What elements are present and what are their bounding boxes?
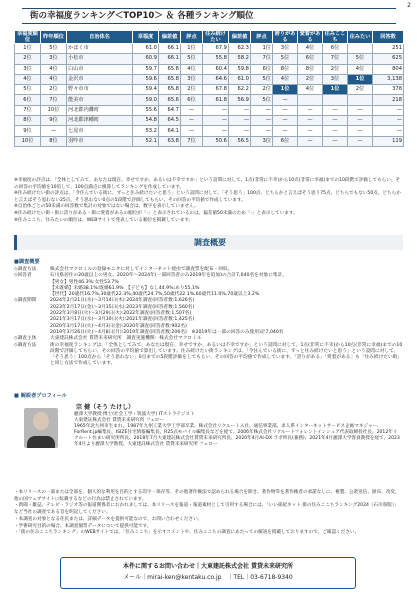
table-cell: 3位 — [273, 44, 298, 54]
profile-line: 1965年北九州市生まれ。1987年九州工業大学工学部卒業、株式会社リクルート入社。通信事業部、求人系インターネットサービス企画マネジャー、ForRent.jp編集長、ISIZE住宅情報編集長、R25式モバイル編集長などを経て、2006年株式会社リクルートフォレントインシュア代表取締役社長。2012年リクルート住まい研究所所長、2018年7月大東建託株式会社賃貸未来研究所長、2020年4月AI-DX ラボ所長(兼務)、2021年4月麗澤大学客員教授を経て、2023年4月より麗澤大学教授、大東建託株式会社 賃貸未来研究所 フェロー — [74, 424, 400, 448]
table-header-cell: 住みここち — [323, 31, 348, 44]
survey-key: ◇調査方法 — [14, 267, 37, 272]
table-cell: 4位 — [298, 85, 323, 95]
table-cell: 3,138 — [373, 74, 404, 84]
table-cell: — — [251, 116, 273, 126]
table-header-cell: 住み続けたい — [203, 31, 229, 44]
table-cell: 4位 — [273, 74, 298, 84]
table-cell — [323, 95, 348, 105]
survey-value: 2021年3月17日(水)～3月30日(火):2021年調査(回答者数:1,425名) — [50, 317, 195, 323]
table-cell: 67.8 — [203, 85, 229, 95]
table-cell: 5位 — [181, 54, 203, 64]
table-cell: — — [298, 126, 323, 136]
table-cell: 1位 — [348, 74, 373, 84]
table-cell: 羽咋市 — [67, 136, 133, 146]
table-cell: 3位 — [323, 74, 348, 84]
table-header-cell: 偏差値 — [159, 31, 181, 44]
table-cell: 4位 — [41, 74, 67, 84]
table-cell: 5位 — [15, 85, 41, 95]
profile-name: 宗 健（そう たけし） — [76, 404, 135, 411]
table-cell: 59.4 — [133, 85, 159, 95]
survey-key: ◇調査主体 — [14, 336, 37, 342]
table-cell: 61.0 — [133, 44, 159, 54]
survey-value: 2019年3月26日(火)～4月8日(月):2019年調査(回答者数:206名) ※2019年は一部の回答のみ使用)計7,040名 — [50, 329, 284, 335]
table-cell: 251 — [373, 44, 404, 54]
table-cell: 64.5 — [159, 116, 181, 126]
table-cell: 5位 — [273, 54, 298, 64]
table-cell: 3位 — [15, 64, 41, 74]
table-cell: 6位 — [181, 95, 203, 105]
table-cell: 58.2 — [229, 54, 251, 64]
table-cell: 7位 — [251, 54, 273, 64]
survey-key: ◇調査期間 — [14, 298, 37, 304]
table-cell: 1位 — [15, 44, 41, 54]
table-cell: — — [348, 105, 373, 115]
table-row — [15, 105, 404, 115]
table-cell: 54.8 — [133, 116, 159, 126]
table-header-cell: 住みたい — [348, 31, 373, 44]
table-cell: — — [348, 126, 373, 136]
table-cell: — — [203, 126, 229, 136]
table-header-cell: 回答数 — [373, 31, 404, 44]
table-cell — [348, 95, 373, 105]
table-cell: — — [373, 126, 404, 136]
table-cell: 119 — [373, 136, 404, 146]
note-item: ※自治体ごとの50未満の回答数で集計の対象ではない場合は、数字を表示していません。 — [14, 204, 199, 210]
table-cell: 804 — [373, 64, 404, 74]
table-cell: 61.0 — [229, 74, 251, 84]
table-cell: — — [373, 105, 404, 115]
survey-subtitle: ■調査概要 — [14, 259, 40, 265]
table-cell: 59.7 — [133, 64, 159, 74]
table-header-cell: 偏差値 — [229, 31, 251, 44]
table-header-cell: 幸福度 — [133, 31, 159, 44]
survey-value: 2022年3月8日(火)～3月29日(火):2022年調査(回答者数:1,507名) — [50, 311, 192, 317]
table-cell: 5位 — [251, 95, 273, 105]
table-cell: 52.1 — [133, 136, 159, 146]
table-cell: 2位 — [41, 85, 67, 95]
table-cell: 2位 — [298, 74, 323, 84]
table-cell: 2位 — [15, 54, 41, 64]
table-cell: 9位 — [41, 116, 67, 126]
table-cell: 65.6 — [159, 95, 181, 105]
section-title: 調査概要 — [14, 235, 403, 250]
table-cell: 60.4 — [203, 64, 229, 74]
table-cell: — — [203, 105, 229, 115]
note-item: ※幸福度の評点は、「全体としてみて、あなたは現在、幸せですか、あるいは不幸ですか」という設問に対して、1点(非常に不幸)から10点(非常に幸福)までの10段階で評価してもらい、その回答の平均値を10倍して、100点満点に換算してランキングを作成しています。 — [14, 178, 401, 190]
profile-info — [74, 412, 400, 449]
table-cell: — — [323, 126, 348, 136]
survey-key: ◇回答者 — [14, 273, 32, 279]
bottom-note: ・新聞・雑誌、テレビ・ラジオ等の報道関係者におかれましては、本リリースを報道・報道素材として引用する場合には、「いい部屋ネット 街の住みここちランキング2024（石川県版）」など当社の調査である旨を明記してください。 — [14, 503, 399, 516]
table-cell: 1位 — [251, 44, 273, 54]
table-cell: — — [273, 126, 298, 136]
table-cell: 6位 — [323, 44, 348, 54]
table-row — [15, 136, 404, 146]
table-cell: 63.8 — [159, 136, 181, 146]
table-cell: 6位 — [298, 54, 323, 64]
table-cell: 65.8 — [159, 64, 181, 74]
table-cell: 6位 — [273, 136, 298, 146]
table-row — [15, 54, 404, 64]
table-cell: 8位 — [41, 136, 67, 146]
table-cell: 野々市市 — [67, 85, 133, 95]
table-cell: 55.6 — [133, 105, 159, 115]
table-cell: — — [323, 105, 348, 115]
survey-value: 2023年2月17日(金)～3月15日(水):2023年調査(回答者数:1,560名) — [50, 304, 195, 310]
survey-value: 大東建託株式会社 賃貸未来研究所 調査実施機関：株式会社マクロミル — [50, 336, 202, 342]
profile-title: ■ 解説者プロフィール — [14, 393, 67, 399]
profile-section — [14, 392, 403, 482]
table-cell: 7位 — [323, 54, 348, 64]
table-row — [15, 126, 404, 136]
table-cell: 64.1 — [159, 126, 181, 136]
note-item: ※住みここち、住みたいの順位は、WEBサイトで発表している順位を掲載しています。 — [14, 217, 194, 223]
table-row — [15, 44, 404, 54]
table-cell: 4位 — [41, 64, 67, 74]
table-cell: 河北郡津幡町 — [67, 116, 133, 126]
table-row — [15, 116, 404, 126]
table-row — [15, 95, 404, 105]
survey-overview — [14, 258, 403, 386]
survey-value: 2020年3月17日(火)～4月3日(金):2020年調査(回答者数:902名) — [50, 323, 187, 329]
table-cell: 50.6 — [203, 136, 229, 146]
table-cell: — — [273, 116, 298, 126]
table-cell: 64.6 — [203, 74, 229, 84]
bottom-note: ・学術研究目的の場合、本調査個票データについて提供可能です。 — [14, 523, 152, 529]
table-cell: 2位 — [348, 85, 373, 95]
table-cell: 60.9 — [133, 54, 159, 64]
copyright-notes — [14, 490, 403, 537]
table-cell: 金沢市 — [67, 74, 133, 84]
table-header-cell: 幸福度順位 — [15, 31, 41, 44]
table-cell: — — [273, 105, 298, 115]
bottom-note: ・本リリースの一部または全部を、個人的な利用を目的とする印字・保存等、その他著作権法で認められる場合を除き、著作物等を著作権者の承諾なしに、複製、公衆送信、頒布、改変、他の国ウェブサイトに転載するなどの行為は禁止されています。 — [14, 490, 400, 502]
table-cell: 6位 — [15, 95, 41, 105]
table-cell: 七尾市 — [67, 126, 133, 136]
table-row — [15, 64, 404, 74]
survey-value: 街の幸福度ランキングは、「全体としてみて、あなたは現在、幸せですか、あるいは不幸ですか」という設問に対して、1点(非常に不幸)から10点(非常に幸福)までの10段階で評価してもらい、その回答の平均値で算出しています。住み続けたい街ランキングは、「今住んでいる街に、ずっと住み続けたいと思う」という設問に対して、「そう思う」100点から「そう思わない」0点までの5段階評価をしてもらい、その回答の平均値で作成しています。「誇りがある」「愛着がある」も「住み続けたい街」と同じ方法で作成しています。 — [50, 342, 403, 367]
table-cell: 62.2 — [229, 85, 251, 95]
table-cell: 河北郡内灘町 — [67, 105, 133, 115]
profile-line: 大東建託株式会社 賃貸未来研究所 フェロー — [74, 418, 164, 424]
ranking-notes — [14, 178, 404, 224]
table-cell: — — [273, 95, 298, 105]
table-cell: — — [323, 136, 348, 146]
table-cell: 66.1 — [159, 44, 181, 54]
table-cell: — — [229, 105, 251, 115]
table-cell: 1位 — [323, 85, 348, 95]
table-cell: 能美市 — [67, 95, 133, 105]
table-cell: 59.8 — [229, 64, 251, 74]
table-header-cell: 昨年順位 — [41, 31, 67, 44]
survey-key: ◇調査方法 — [14, 342, 37, 348]
table-cell: 7位 — [41, 95, 67, 105]
contact-box — [60, 557, 356, 589]
table-cell — [348, 44, 373, 54]
table-cell: 218 — [373, 95, 404, 105]
table-cell: 8位 — [15, 116, 41, 126]
table-cell: 2位 — [181, 85, 203, 95]
table-cell: 53.2 — [133, 126, 159, 136]
table-cell: 66.1 — [159, 54, 181, 64]
table-cell: 56.5 — [229, 136, 251, 146]
table-cell: 3位 — [41, 54, 67, 64]
profile-photo — [24, 408, 58, 448]
table-row — [15, 85, 404, 95]
table-cell: 8位 — [273, 64, 298, 74]
table-cell: 3位 — [181, 74, 203, 84]
survey-value: 2024年2月21日(水)～3月14日(木):2024年調査(回答者数:1,626名) — [50, 298, 195, 304]
table-cell: 5位 — [348, 54, 373, 64]
table-cell — [298, 95, 323, 105]
table-cell: 5位 — [251, 74, 273, 84]
table-cell: 9位 — [15, 126, 41, 136]
table-header-cell: 自治体名 — [67, 31, 133, 44]
table-cell: 4位 — [298, 44, 323, 54]
table-header-cell: 誇りがある — [273, 31, 298, 44]
table-cell: 5位 — [41, 44, 67, 54]
table-cell: 1位 — [181, 44, 203, 54]
table-cell: 3位 — [251, 136, 273, 146]
table-cell: — — [348, 136, 373, 146]
survey-value: 石川県居住の20歳以上の男女。2020年～2024年(一部回答者のみ2019年を追加)の合計7,040名を対象に集計。 — [50, 273, 287, 279]
table-cell: — — [203, 116, 229, 126]
survey-value: 株式会社マクロミルの登録モニタに対してインターネット経由で調査票を配布・回収。 — [50, 267, 233, 272]
table-cell: — — [251, 105, 273, 115]
table-header-cell: 評点 — [181, 31, 203, 44]
table-cell: 4位 — [348, 64, 373, 74]
contact-line2[interactable]: メール｜mirai-ken@kentaku.co.jp ｜TEL｜03-6718-9340 — [123, 574, 293, 581]
table-cell: — — [298, 136, 323, 146]
survey-row — [14, 343, 403, 368]
note-item: ※住み続けたい街の評点は、「今住んでいる街に、ずっと住み続けたいと思う」という設問に対して、「そう思う」100点、どちらかと言えばそう思う75点、どちらでもない50点、どちらかと言えばそう思わない25点、そう思わない0点の5段階で評価してもらい、その回答の平均値で作成しています。 — [14, 191, 401, 203]
table-cell: 56.9 — [229, 95, 251, 105]
table-cell: かほく市 — [67, 44, 133, 54]
table-cell: — — [181, 116, 203, 126]
table-cell: — — [323, 116, 348, 126]
table-cell: 64.7 — [159, 105, 181, 115]
table-cell: 378 — [373, 85, 404, 95]
table-cell: 白山市 — [67, 64, 133, 74]
table-cell: 7位 — [15, 105, 41, 115]
table-cell: 10位 — [15, 136, 41, 146]
table-cell: 61.8 — [203, 95, 229, 105]
table-cell: — — [373, 116, 404, 126]
table-header-cell: 評点 — [251, 31, 273, 44]
table-cell: 67.9 — [203, 44, 229, 54]
ranking-table — [14, 30, 404, 147]
table-cell: 7位 — [181, 136, 203, 146]
table-cell: — — [251, 126, 273, 136]
table-cell: 4位 — [181, 64, 203, 74]
table-cell: — — [229, 126, 251, 136]
table-cell: 4位 — [15, 74, 41, 84]
table-cell: 小松市 — [67, 54, 133, 64]
table-cell: 625 — [373, 54, 404, 64]
table-header-cell: 愛着がある — [298, 31, 323, 44]
bottom-note: ・本調査の対象となる住民または、詳細データを提供可能なので、お問い合わせください。 — [14, 516, 203, 522]
profile-line: 麗澤大学教授 博士(社会工学・筑波大学) ITストラテジスト — [74, 412, 195, 417]
survey-value: 【未既婚】未婚38.1%:既婚61.9% 【子ども】なし44.9%:あり55.1% — [50, 285, 200, 291]
table-cell: 59.0 — [133, 95, 159, 105]
table-cell: 6位 — [251, 64, 273, 74]
table-cell: — — [181, 126, 203, 136]
bottom-note: ・「街の住みここちランキング」のWEBサイトでは、「住みここち」を示すコメントや、住みここちの調査にあたっての解説を掲載しておりますので、ご確認ください。 — [14, 530, 360, 536]
table-cell: — — [181, 105, 203, 115]
table-cell: — — [298, 116, 323, 126]
table-cell: 2位 — [323, 64, 348, 74]
table-cell: 55.8 — [203, 54, 229, 64]
table-cell: — — [348, 116, 373, 126]
survey-value: 【世代】20歳代16.7%,30歳代22.3%,40歳代24.7%,50歳代22.1%,60歳代11.0%,70歳以上3.2% — [50, 292, 260, 298]
table-cell: 2位 — [251, 85, 273, 95]
table-cell: — — [41, 126, 67, 136]
table-row — [15, 74, 404, 84]
table-cell: 65.8 — [159, 74, 181, 84]
table-cell: 65.8 — [159, 85, 181, 95]
table-cell: 62.3 — [229, 44, 251, 54]
table-cell: — — [229, 116, 251, 126]
note-item: ※住み続けたい街・街に誇りがある・街に愛着があるの順位が「-」と表示されているのは、偏差値50未満のため「-」と表示しています。 — [14, 210, 298, 216]
table-cell: 10位 — [41, 105, 67, 115]
main-title: 街の幸福度ランキング＜TOP10＞ ＆ 各種ランキング順位 — [22, 8, 396, 24]
contact-line1: 本件に関するお問い合わせ｜大東建託株式会社 賃貸未来研究所 — [122, 563, 294, 570]
table-cell: 8位 — [298, 64, 323, 74]
table-cell: 59.6 — [133, 74, 159, 84]
table-cell: — — [298, 105, 323, 115]
table-cell: 1位 — [273, 85, 298, 95]
survey-value: 【男女】男性46.3%:女性53.7% — [50, 279, 119, 285]
page-number: 2 — [407, 2, 411, 9]
